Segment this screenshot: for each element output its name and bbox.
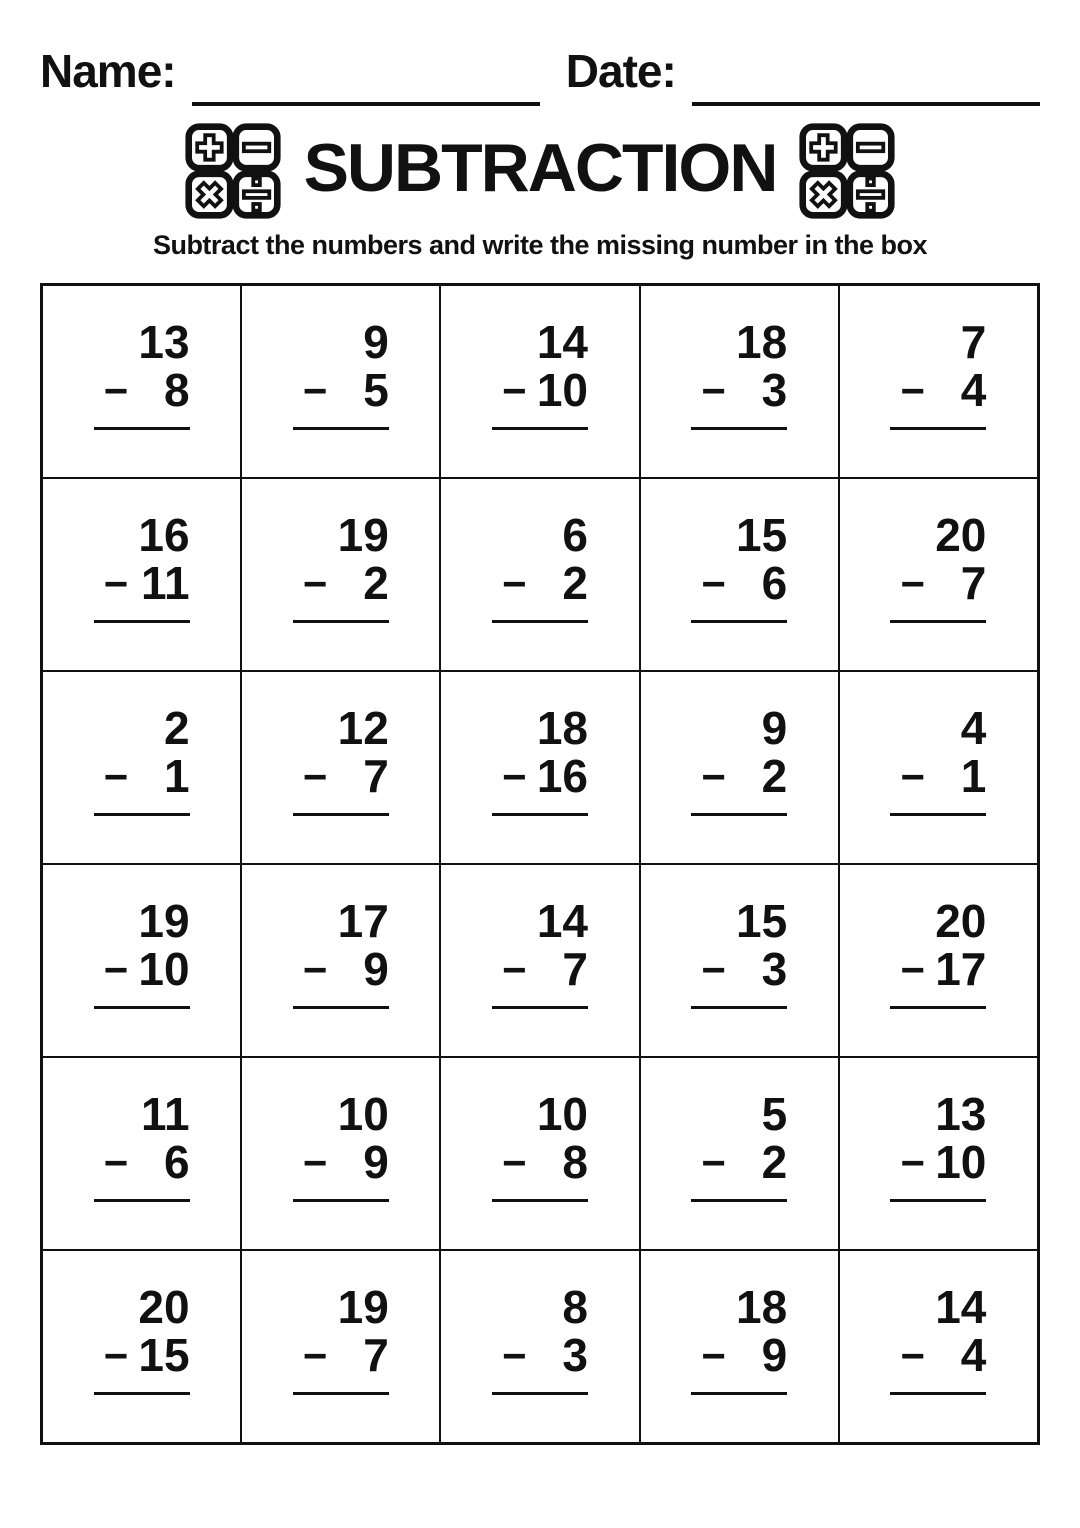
subtraction-problem [890, 865, 986, 1009]
problem-cell [440, 864, 639, 1057]
answer-line[interactable] [492, 1380, 588, 1395]
subtraction-problem [94, 1251, 190, 1395]
minuend: 2 [164, 702, 190, 754]
answer-line[interactable] [492, 608, 588, 623]
subtraction-problem [293, 672, 389, 816]
name-input-line[interactable] [192, 52, 540, 106]
subtrahend: 2 [363, 556, 389, 609]
minuend: 10 [536, 1088, 588, 1140]
subtraction-problem [890, 1058, 986, 1202]
subtrahend: 7 [562, 942, 588, 995]
minus-sign: − [900, 1331, 925, 1379]
problem-cell [839, 1057, 1038, 1250]
problem-cell [42, 1250, 241, 1443]
problem-cell [241, 671, 440, 864]
answer-line[interactable] [293, 994, 389, 1009]
answer-line[interactable] [94, 1187, 190, 1202]
answer-line[interactable] [691, 1380, 787, 1395]
subtrahend: 4 [960, 1328, 987, 1381]
subtrahend: 10 [935, 1135, 987, 1188]
minus-sign: − [302, 366, 328, 414]
problem-cell [440, 1250, 639, 1443]
answer-line[interactable] [691, 415, 787, 430]
subtrahend: 1 [164, 749, 190, 802]
answer-line[interactable] [492, 994, 588, 1009]
subtrahend: 2 [761, 749, 788, 802]
answer-line[interactable] [94, 801, 190, 816]
problem-cell [839, 671, 1038, 864]
minus-sign: − [103, 1138, 129, 1186]
instructions-text: Subtract the numbers and write the missing number in the box [152, 230, 928, 260]
subtrahend: 7 [960, 556, 987, 609]
subtrahend: 11 [140, 556, 190, 609]
subtraction-problem [492, 479, 588, 623]
minuend: 19 [337, 509, 389, 561]
subtrahend: 3 [761, 942, 788, 995]
name-date-header [40, 44, 1040, 106]
subtraction-problem [492, 1251, 588, 1395]
answer-line[interactable] [293, 608, 389, 623]
subtrahend-row [701, 556, 788, 609]
minus-sign: − [701, 1331, 726, 1379]
problem-cell [839, 1250, 1038, 1443]
subtrahend-row [701, 749, 788, 802]
minus-sign: − [501, 366, 527, 414]
subtraction-problem [691, 672, 787, 816]
minuend: 5 [761, 1088, 788, 1140]
subtraction-problem [492, 286, 588, 430]
subtrahend: 6 [761, 556, 788, 609]
minus-sign: − [900, 366, 925, 414]
subtraction-problem [691, 286, 787, 430]
subtrahend-row [302, 1328, 389, 1381]
subtrahend-row [900, 363, 987, 416]
subtraction-problem [691, 1251, 787, 1395]
answer-line[interactable] [890, 994, 986, 1009]
answer-line[interactable] [492, 415, 588, 430]
minuend: 14 [536, 895, 588, 947]
minus-sign: − [302, 1138, 328, 1186]
problem-cell [241, 1250, 440, 1443]
answer-line[interactable] [293, 801, 389, 816]
math-operations-icon [184, 122, 282, 220]
subtrahend-row [701, 1135, 788, 1188]
answer-line[interactable] [94, 608, 190, 623]
subtraction-problem [293, 286, 389, 430]
minuend: 17 [337, 895, 389, 947]
name-label: Name: [40, 45, 176, 97]
minus-sign: − [302, 1331, 328, 1379]
problem-cell [440, 478, 639, 671]
subtraction-problem [691, 479, 787, 623]
subtraction-problem [691, 865, 787, 1009]
problem-cell [42, 671, 241, 864]
problem-cell [640, 864, 839, 1057]
minus-sign: − [103, 752, 129, 800]
subtrahend: 15 [138, 1328, 190, 1381]
problem-cell [42, 1057, 241, 1250]
subtrahend: 10 [138, 942, 190, 995]
minus-sign: − [103, 945, 129, 993]
problem-cell [839, 478, 1038, 671]
subtrahend-row [501, 363, 588, 416]
minus-sign: − [701, 752, 726, 800]
minus-sign: − [302, 752, 328, 800]
problem-cell [640, 285, 839, 478]
subtraction-problem [293, 865, 389, 1009]
date-input-line[interactable] [692, 52, 1040, 106]
minuend: 13 [138, 316, 190, 368]
subtrahend: 1 [960, 749, 987, 802]
subtrahend-row [103, 363, 190, 416]
subtrahend: 16 [536, 749, 588, 802]
subtrahend: 17 [935, 942, 987, 995]
answer-line[interactable] [890, 415, 986, 430]
minus-sign: − [900, 752, 925, 800]
subtrahend-row [501, 942, 588, 995]
subtraction-problem [94, 672, 190, 816]
page-title: SUBTRACTION [303, 130, 777, 206]
answer-line[interactable] [691, 801, 787, 816]
minus-sign: − [501, 559, 527, 607]
subtrahend: 7 [363, 749, 389, 802]
minuend: 7 [960, 316, 987, 368]
problem-cell [241, 1057, 440, 1250]
answer-line[interactable] [691, 1187, 787, 1202]
minus-sign: − [701, 945, 726, 993]
minuend: 20 [935, 895, 987, 947]
subtrahend-row [900, 556, 987, 609]
minus-sign: − [900, 1138, 925, 1186]
subtrahend-row [103, 1135, 190, 1188]
subtrahend-row [302, 749, 389, 802]
problem-cell [440, 285, 639, 478]
subtrahend-row [900, 1135, 987, 1188]
problem-cell [241, 478, 440, 671]
minuend: 6 [562, 509, 588, 561]
subtraction-problem [492, 672, 588, 816]
answer-line[interactable] [94, 415, 190, 430]
subtrahend-row [501, 1135, 588, 1188]
answer-line[interactable] [890, 1187, 986, 1202]
problem-cell [42, 478, 241, 671]
subtrahend-row [701, 942, 788, 995]
subtraction-problem [293, 1058, 389, 1202]
subtraction-problem [890, 672, 986, 816]
problem-cell [241, 285, 440, 478]
subtrahend-row [900, 749, 987, 802]
title-band [40, 122, 1040, 220]
minus-sign: − [501, 1138, 527, 1186]
subtrahend: 9 [363, 942, 389, 995]
answer-line[interactable] [890, 608, 986, 623]
minuend: 19 [337, 1281, 389, 1333]
minus-sign: − [900, 945, 925, 993]
subtrahend-row [501, 1328, 588, 1381]
answer-line[interactable] [94, 1380, 190, 1395]
answer-line[interactable] [94, 994, 190, 1009]
subtraction-problem [890, 286, 986, 430]
answer-line[interactable] [890, 801, 986, 816]
subtraction-problem [890, 1251, 986, 1395]
answer-line[interactable] [691, 608, 787, 623]
problem-cell [440, 671, 639, 864]
answer-line[interactable] [691, 994, 787, 1009]
minus-sign: − [103, 559, 129, 607]
minus-sign: − [103, 1331, 129, 1379]
minus-sign: − [302, 945, 328, 993]
subtrahend: 8 [562, 1135, 588, 1188]
date-label: Date: [565, 45, 676, 97]
minuend: 16 [138, 509, 190, 561]
minuend: 18 [536, 702, 588, 754]
subtrahend-row [103, 1328, 190, 1381]
problem-cell [640, 1057, 839, 1250]
subtraction-problem [94, 286, 190, 430]
subtrahend-row [103, 749, 190, 802]
minus-sign: − [501, 752, 527, 800]
minus-sign: − [302, 559, 328, 607]
subtraction-problem [94, 1058, 190, 1202]
answer-line[interactable] [890, 1380, 986, 1395]
subtrahend: 6 [164, 1135, 190, 1188]
subtraction-problem [293, 479, 389, 623]
minuend: 10 [337, 1088, 389, 1140]
minuend: 12 [337, 702, 389, 754]
subtrahend-row [501, 556, 588, 609]
minuend: 15 [736, 895, 788, 947]
minus-sign: − [701, 366, 726, 414]
minuend: 4 [960, 702, 987, 754]
subtraction-problem [492, 1058, 588, 1202]
math-operations-icon [798, 122, 896, 220]
subtraction-problem [890, 479, 986, 623]
subtraction-problem [293, 1251, 389, 1395]
problem-cell [440, 1057, 639, 1250]
minuend: 8 [562, 1281, 588, 1333]
subtrahend: 10 [536, 363, 588, 416]
subtrahend: 9 [761, 1328, 788, 1381]
subtrahend: 3 [562, 1328, 588, 1381]
answer-line[interactable] [293, 415, 389, 430]
answer-line[interactable] [492, 1187, 588, 1202]
minuend: 14 [935, 1281, 987, 1333]
problem-cell [241, 864, 440, 1057]
problem-cell [640, 671, 839, 864]
minuend: 11 [140, 1088, 190, 1140]
subtrahend-row [501, 749, 588, 802]
minus-sign: − [701, 559, 726, 607]
subtrahend-row [900, 942, 987, 995]
minuend: 14 [536, 316, 588, 368]
problem-cell [640, 1250, 839, 1443]
problem-cell [42, 285, 241, 478]
minuend: 15 [736, 509, 788, 561]
minus-sign: − [900, 559, 925, 607]
subtraction-problem [492, 865, 588, 1009]
subtrahend-row [701, 1328, 788, 1381]
minus-sign: − [103, 366, 129, 414]
problem-cell [42, 864, 241, 1057]
minuend: 13 [935, 1088, 987, 1140]
minuend: 18 [736, 316, 788, 368]
subtrahend-row [302, 556, 389, 609]
minuend: 20 [935, 509, 987, 561]
minus-sign: − [701, 1138, 726, 1186]
subtrahend-row [103, 556, 190, 609]
minuend: 9 [363, 316, 389, 368]
problems-grid [40, 283, 1040, 1445]
minus-sign: − [501, 945, 527, 993]
problem-cell [640, 478, 839, 671]
worksheet-page [40, 0, 1040, 1445]
answer-line[interactable] [293, 1380, 389, 1395]
subtrahend-row [302, 1135, 389, 1188]
minuend: 19 [138, 895, 190, 947]
minuend: 9 [761, 702, 788, 754]
answer-line[interactable] [492, 801, 588, 816]
subtrahend-row [701, 363, 788, 416]
subtrahend: 5 [363, 363, 389, 416]
problem-cell [839, 285, 1038, 478]
subtraction-problem [94, 865, 190, 1009]
subtrahend-row [302, 363, 389, 416]
subtrahend: 3 [761, 363, 788, 416]
subtrahend: 2 [761, 1135, 788, 1188]
minuend: 20 [138, 1281, 190, 1333]
subtrahend: 8 [164, 363, 190, 416]
subtrahend-row [302, 942, 389, 995]
subtraction-problem [94, 479, 190, 623]
subtrahend-row [103, 942, 190, 995]
subtrahend: 9 [363, 1135, 389, 1188]
subtrahend: 2 [562, 556, 588, 609]
subtraction-problem [691, 1058, 787, 1202]
problem-cell [839, 864, 1038, 1057]
subtrahend: 7 [363, 1328, 389, 1381]
subtrahend-row [900, 1328, 987, 1381]
minus-sign: − [501, 1331, 527, 1379]
answer-line[interactable] [293, 1187, 389, 1202]
minuend: 18 [736, 1281, 788, 1333]
subtrahend: 4 [960, 363, 987, 416]
